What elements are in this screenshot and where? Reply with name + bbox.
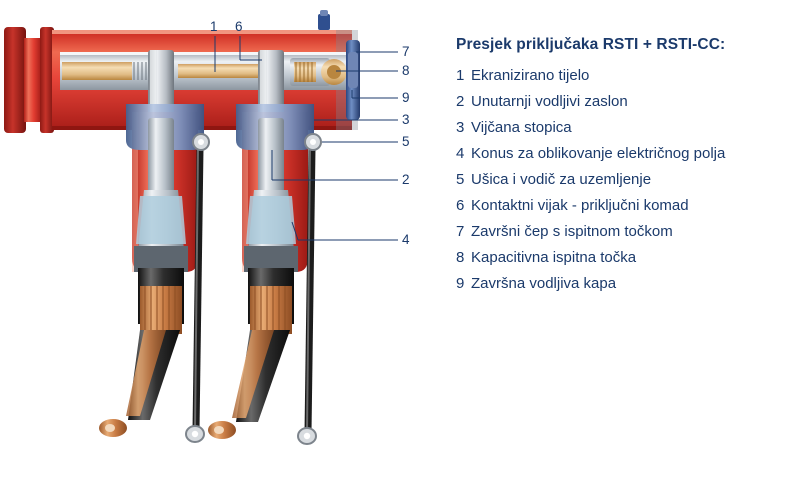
- callout-9: 9: [402, 90, 410, 105]
- legend-item-4-label: Konus za oblikovanje električnog polja: [471, 145, 726, 162]
- callout-3: 3: [402, 112, 410, 127]
- legend-item-2-label: Unutarnji vodljivi zaslon: [471, 93, 628, 110]
- legend-item-8-number: 8: [456, 249, 465, 266]
- legend-item-5-number: 5: [456, 171, 465, 188]
- legend-item-3-number: 3: [456, 119, 465, 136]
- switchgear-bushing: [4, 27, 54, 133]
- callout-7: 7: [402, 44, 410, 59]
- callout-4: 4: [402, 232, 410, 247]
- legend-item-1-label: Ekranizirano tijelo: [471, 67, 590, 84]
- legend-item-9-number: 9: [456, 275, 465, 292]
- legend-item-2-number: 2: [456, 93, 465, 110]
- legend-item-3: [456, 115, 776, 141]
- legend-item-7-number: 7: [456, 223, 465, 240]
- legend-item-6: [456, 193, 776, 219]
- legend-item-9: [456, 271, 776, 297]
- legend-item-5: [456, 167, 776, 193]
- legend-item-4-number: 4: [456, 145, 465, 162]
- legend-title: Presjek priključaka RSTI + RSTI-CC:: [456, 36, 726, 53]
- legend-item-3-label: Vijčana stopica: [471, 119, 572, 136]
- legend-item-1: [456, 63, 776, 89]
- top-blue-tab: [318, 10, 330, 30]
- callout-5: 5: [402, 134, 410, 149]
- legend-item-7: [456, 219, 776, 245]
- callout-1: 1: [210, 19, 218, 34]
- legend-item-2: [456, 89, 776, 115]
- termination-leg-right: [208, 104, 321, 444]
- legend-item-7-label: Završni čep s ispitnom točkom: [471, 223, 673, 240]
- legend-item-4: [456, 141, 776, 167]
- legend-panel: [456, 36, 776, 297]
- legend-item-6-label: Kontaktni vijak - priključni komad: [471, 197, 689, 214]
- legend-item-6-number: 6: [456, 197, 465, 214]
- termination-leg-left: [99, 104, 209, 442]
- callout-6: 6: [235, 19, 243, 34]
- callout-2: 2: [402, 172, 410, 187]
- callout-8: 8: [402, 63, 410, 78]
- legend-item-5-label: Ušica i vodič za uzemljenje: [471, 171, 652, 188]
- legend-item-1-number: 1: [456, 67, 465, 84]
- legend-item-8-label: Kapacitivna ispitna točka: [471, 249, 637, 266]
- legend-item-9-label: Završna vodljiva kapa: [471, 275, 617, 292]
- legend-item-8: [456, 245, 776, 271]
